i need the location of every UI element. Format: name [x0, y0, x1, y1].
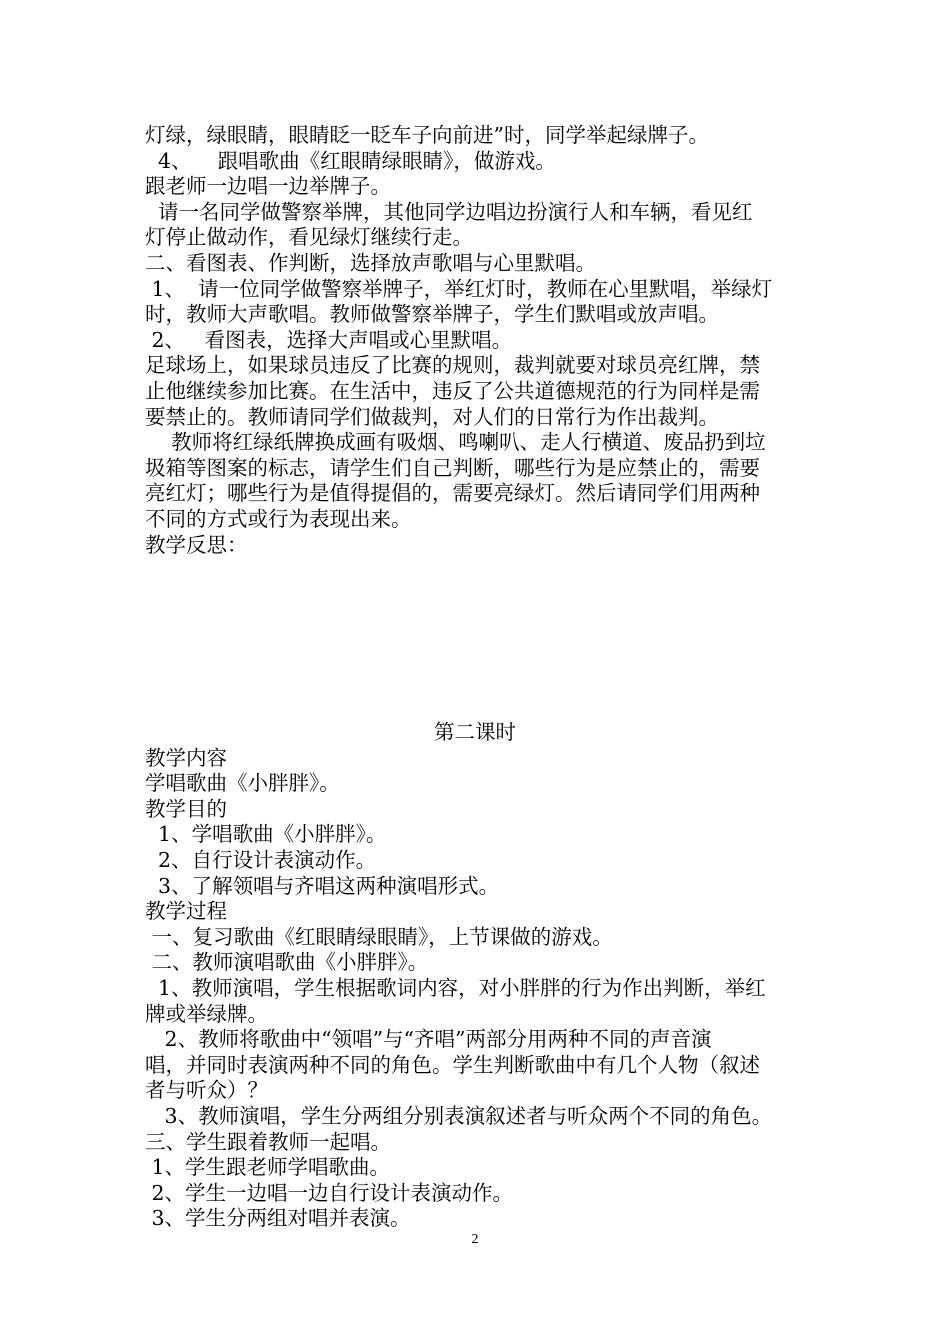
reflection-heading: 教学反思： [145, 532, 248, 557]
text-line: 3、学生分两组对唱并表演。 [145, 1206, 411, 1231]
text-line: 1、学唱歌曲《小胖胖》。 [145, 822, 387, 847]
text-line: 亮红灯；哪些行为是值得提倡的，需要亮绿灯。然后请同学们用两种 [145, 481, 760, 506]
text-line: 2、学生一边唱一边自行设计表演动作。 [145, 1180, 514, 1205]
text-line: 3、了解领唱与齐唱这两种演唱形式。 [145, 873, 500, 898]
page-number: 2 [471, 1232, 479, 1247]
section-1-body [145, 123, 815, 558]
text-line: 牌或举绿牌。 [145, 1001, 268, 1026]
text-line: 1、 请一位同学做警察举牌子，举红灯时，教师在心里默唱，举绿灯 [145, 276, 773, 301]
text-line: 3、教师演唱，学生分两组分别表演叙述者与听众两个不同的角色。 [145, 1103, 773, 1128]
text-line: 要禁止的。教师请同学们做裁判，对人们的日常行为作出裁判。 [145, 404, 719, 429]
text-line: 止他继续参加比赛。在生活中，违反了公共道德规范的行为同样是需 [145, 378, 760, 403]
text-line: 1、学生跟老师学唱歌曲。 [145, 1155, 391, 1180]
text-line: 教学过程 [145, 899, 227, 924]
text-line: 二、看图表、作判断，选择放声歌唱与心里默唱。 [145, 250, 596, 275]
text-line: 2、教师将歌曲中“领唱”与“齐唱”两部分用两种不同的声音演 [145, 1027, 712, 1052]
text-line: 跟老师一边唱一边举牌子。 [145, 174, 391, 199]
text-line: 教师将红绿纸牌换成画有吸烟、鸣喇叭、走人行横道、废品扔到垃 [145, 430, 766, 455]
text-line: 学唱歌曲《小胖胖》。 [145, 771, 340, 796]
text-line: 不同的方式或行为表现出来。 [145, 506, 412, 531]
text-line: 请一名同学做警察举牌，其他同学边唱边扮演行人和车辆，看见红 [145, 199, 753, 224]
text-line: 一、复习歌曲《红眼睛绿眼睛》，上节课做的游戏。 [145, 924, 613, 949]
text-line: 2、自行设计表演动作。 [145, 847, 377, 872]
text-line: 教学目的 [145, 796, 227, 821]
text-line: 灯绿，绿眼睛，眼睛眨一眨车子向前进”时，同学举起绿牌子。 [145, 123, 709, 147]
text-line: 二、教师演唱歌曲《小胖胖》。 [145, 950, 429, 975]
text-line: 灯停止做动作，看见绿灯继续行走。 [145, 225, 473, 250]
lesson-title: 第二课时 [434, 720, 516, 744]
text-line: 4、 跟唱歌曲《红眼睛绿眼睛》，做游戏。 [145, 148, 556, 173]
text-line: 2、 看图表，选择大声唱或心里默唱。 [145, 327, 513, 352]
text-line: 足球场上，如果球员违反了比赛的规则，裁判就要对球员亮红牌，禁 [145, 353, 760, 378]
text-line: 唱，并同时表演两种不同的角色。学生判断歌曲中有几个人物（叙述 [145, 1052, 760, 1077]
text-line: 者与听众）？ [145, 1078, 268, 1103]
text-line: 1、教师演唱，学生根据歌词内容，对小胖胖的行为作出判断，举红 [145, 975, 766, 1000]
text-line: 圾箱等图案的标志，请学生们自己判断，哪些行为是应禁止的，需要 [145, 455, 760, 480]
text-line: 时，教师大声歌唱。教师做警察举牌子，学生们默唱或放声唱。 [145, 302, 719, 327]
text-line: 三、学生跟着教师一起唱。 [145, 1129, 391, 1154]
section-2 [145, 720, 815, 1232]
text-line: 教学内容 [145, 745, 227, 770]
